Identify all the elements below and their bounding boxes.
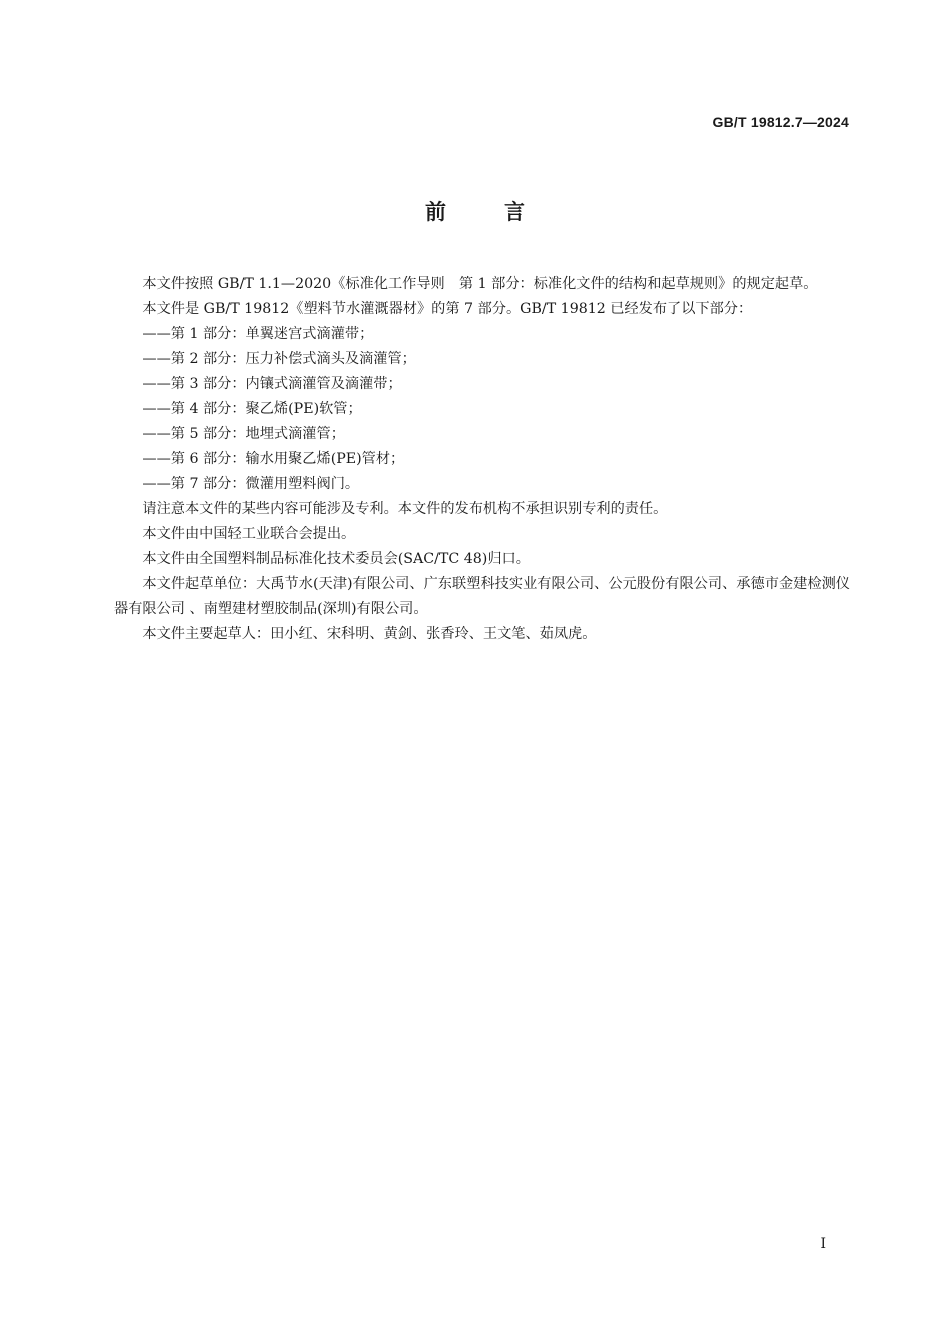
- paragraph-committee: 本文件由全国塑料制品标准化技术委员会(SAC/TC 48)归口。: [142, 551, 530, 567]
- list-item: ——第 3 部分：内镶式滴灌管及滴灌带；: [142, 376, 402, 392]
- paragraph-drafting-rules: 本文件按照 GB/T 1.1—2020《标准化工作导则 第 1 部分：标准化文件的结构和起草规则》的规定起草。: [142, 276, 818, 292]
- list-item: ——第 7 部分：微灌用塑料阀门。: [142, 476, 360, 492]
- foreword-body: [114, 272, 850, 647]
- standard-number: GB/T 19812.7—2024: [712, 114, 849, 130]
- paragraph-proposer: 本文件由中国轻工业联合会提出。: [142, 526, 356, 542]
- list-item: ——第 2 部分：压力补偿式滴头及滴灌管；: [142, 351, 416, 367]
- list-item: ——第 6 部分：输水用聚乙烯(PE)管材；: [142, 451, 405, 467]
- page-title: 前言: [425, 200, 583, 224]
- paragraph-series-intro: 本文件是 GB/T 19812《塑料节水灌溉器材》的第 7 部分。GB/T 19812 已经发布了以下部分：: [142, 301, 753, 317]
- paragraph-drafting-units: 本文件起草单位：大禹节水(天津)有限公司、广东联塑科技实业有限公司、公元股份有限公司、承德市金建检测仪器有限公司 、南塑建材塑胶制品(深圳)有限公司。: [114, 576, 850, 617]
- paragraph-patent-notice: 请注意本文件的某些内容可能涉及专利。本文件的发布机构不承担识别专利的责任。: [142, 501, 668, 517]
- page-number: I: [820, 1236, 826, 1252]
- list-item: ——第 1 部分：单翼迷宫式滴灌带；: [142, 326, 374, 342]
- paragraph-drafters: 本文件主要起草人：田小红、宋科明、黄剑、张香玲、王文笔、茹凤虎。: [142, 626, 597, 642]
- list-item: ——第 4 部分：聚乙烯(PE)软管；: [142, 401, 362, 417]
- list-item: ——第 5 部分：地埋式滴灌管；: [142, 426, 345, 442]
